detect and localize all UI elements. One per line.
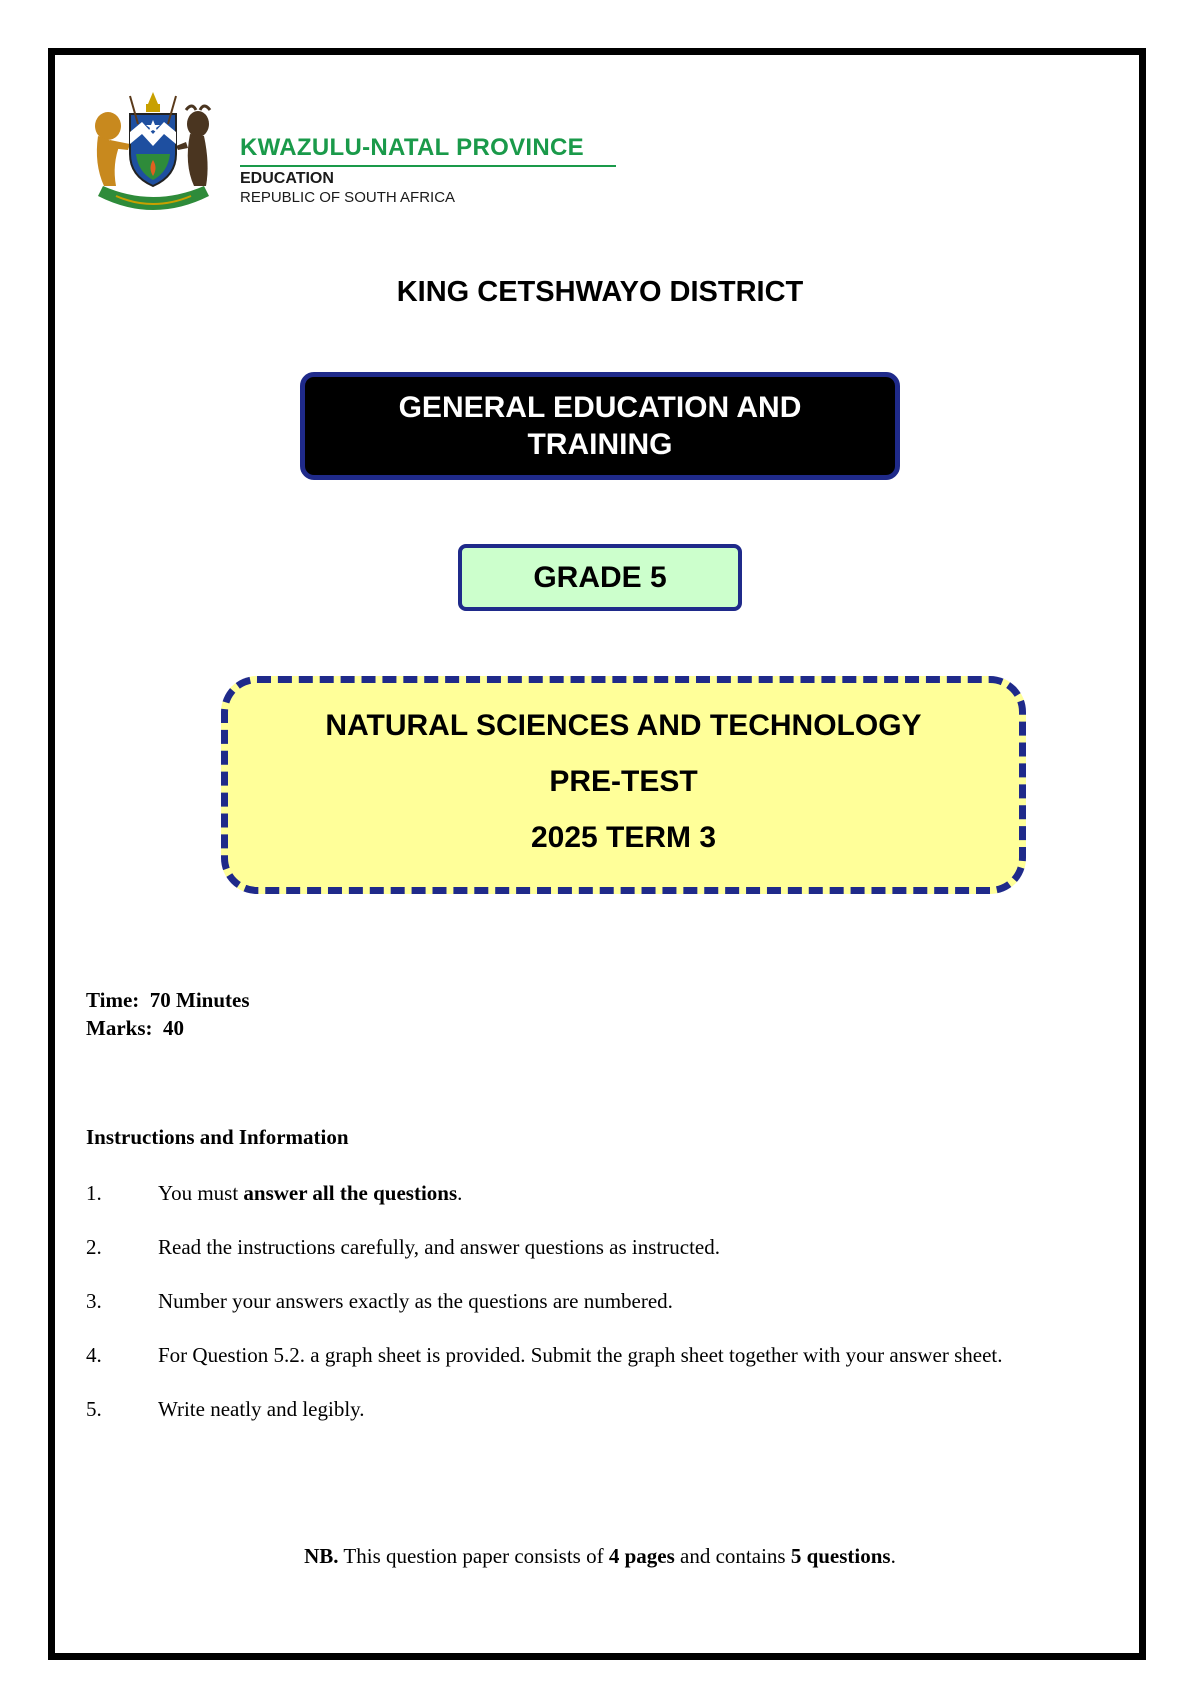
country-name: REPUBLIC OF SOUTH AFRICA bbox=[240, 189, 456, 206]
instructions-heading: Instructions and Information bbox=[86, 1125, 349, 1149]
province-header bbox=[240, 134, 616, 206]
instructions-list bbox=[86, 1180, 1086, 1450]
instruction-text: For Question 5.2. a graph sheet is provided. Submit the graph sheet together with your answer sheet. bbox=[158, 1343, 1003, 1367]
instruction-number: 3. bbox=[86, 1289, 102, 1313]
time-label: Time: bbox=[86, 988, 140, 1012]
test-type: PRE-TEST bbox=[549, 765, 698, 798]
instruction-text: Number your answers exactly as the questions are numbered. bbox=[158, 1289, 673, 1313]
instruction-text: You must answer all the questions. bbox=[158, 1181, 463, 1205]
phase-banner bbox=[300, 372, 900, 480]
instruction-number: 4. bbox=[86, 1343, 102, 1367]
instruction-number: 1. bbox=[86, 1181, 102, 1205]
department-name: EDUCATION bbox=[240, 170, 334, 187]
district-title: KING CETSHWAYO DISTRICT bbox=[396, 276, 804, 308]
province-underline bbox=[240, 165, 616, 167]
instruction-text: Read the instructions carefully, and answer questions as instructed. bbox=[158, 1235, 720, 1259]
time-row bbox=[86, 986, 250, 1014]
exam-meta bbox=[86, 986, 250, 1042]
wildebeest-supporter bbox=[176, 106, 210, 186]
instruction-text: Write neatly and legibly. bbox=[158, 1397, 365, 1421]
marks-label: Marks: bbox=[86, 1016, 153, 1040]
subject-name: NATURAL SCIENCES AND TECHNOLOGY bbox=[325, 709, 922, 742]
marks-value: 40 bbox=[163, 1016, 184, 1040]
marks-row bbox=[86, 1014, 250, 1042]
instruction-number: 2. bbox=[86, 1235, 102, 1259]
instruction-number: 5. bbox=[86, 1397, 102, 1421]
instruction-item bbox=[86, 1288, 1086, 1315]
instruction-item bbox=[86, 1396, 1086, 1423]
coat-of-arms-icon bbox=[86, 84, 221, 214]
instruction-item bbox=[86, 1234, 1086, 1261]
instruction-item bbox=[86, 1342, 1086, 1369]
subject-box bbox=[221, 676, 1026, 894]
grade-badge: GRADE 5 bbox=[458, 544, 742, 611]
term-label: 2025 TERM 3 bbox=[530, 821, 717, 854]
phase-line-2: TRAINING bbox=[527, 428, 673, 461]
phase-line-1: GENERAL EDUCATION AND bbox=[398, 391, 802, 424]
instruction-item bbox=[86, 1180, 1086, 1207]
time-value: 70 Minutes bbox=[149, 988, 250, 1012]
lion-supporter bbox=[95, 112, 130, 186]
province-title: KWAZULU-NATAL PROVINCE bbox=[240, 134, 584, 161]
paper-note: NB. This question paper consists of 4 pages and contains 5 questions. bbox=[304, 1544, 896, 1568]
